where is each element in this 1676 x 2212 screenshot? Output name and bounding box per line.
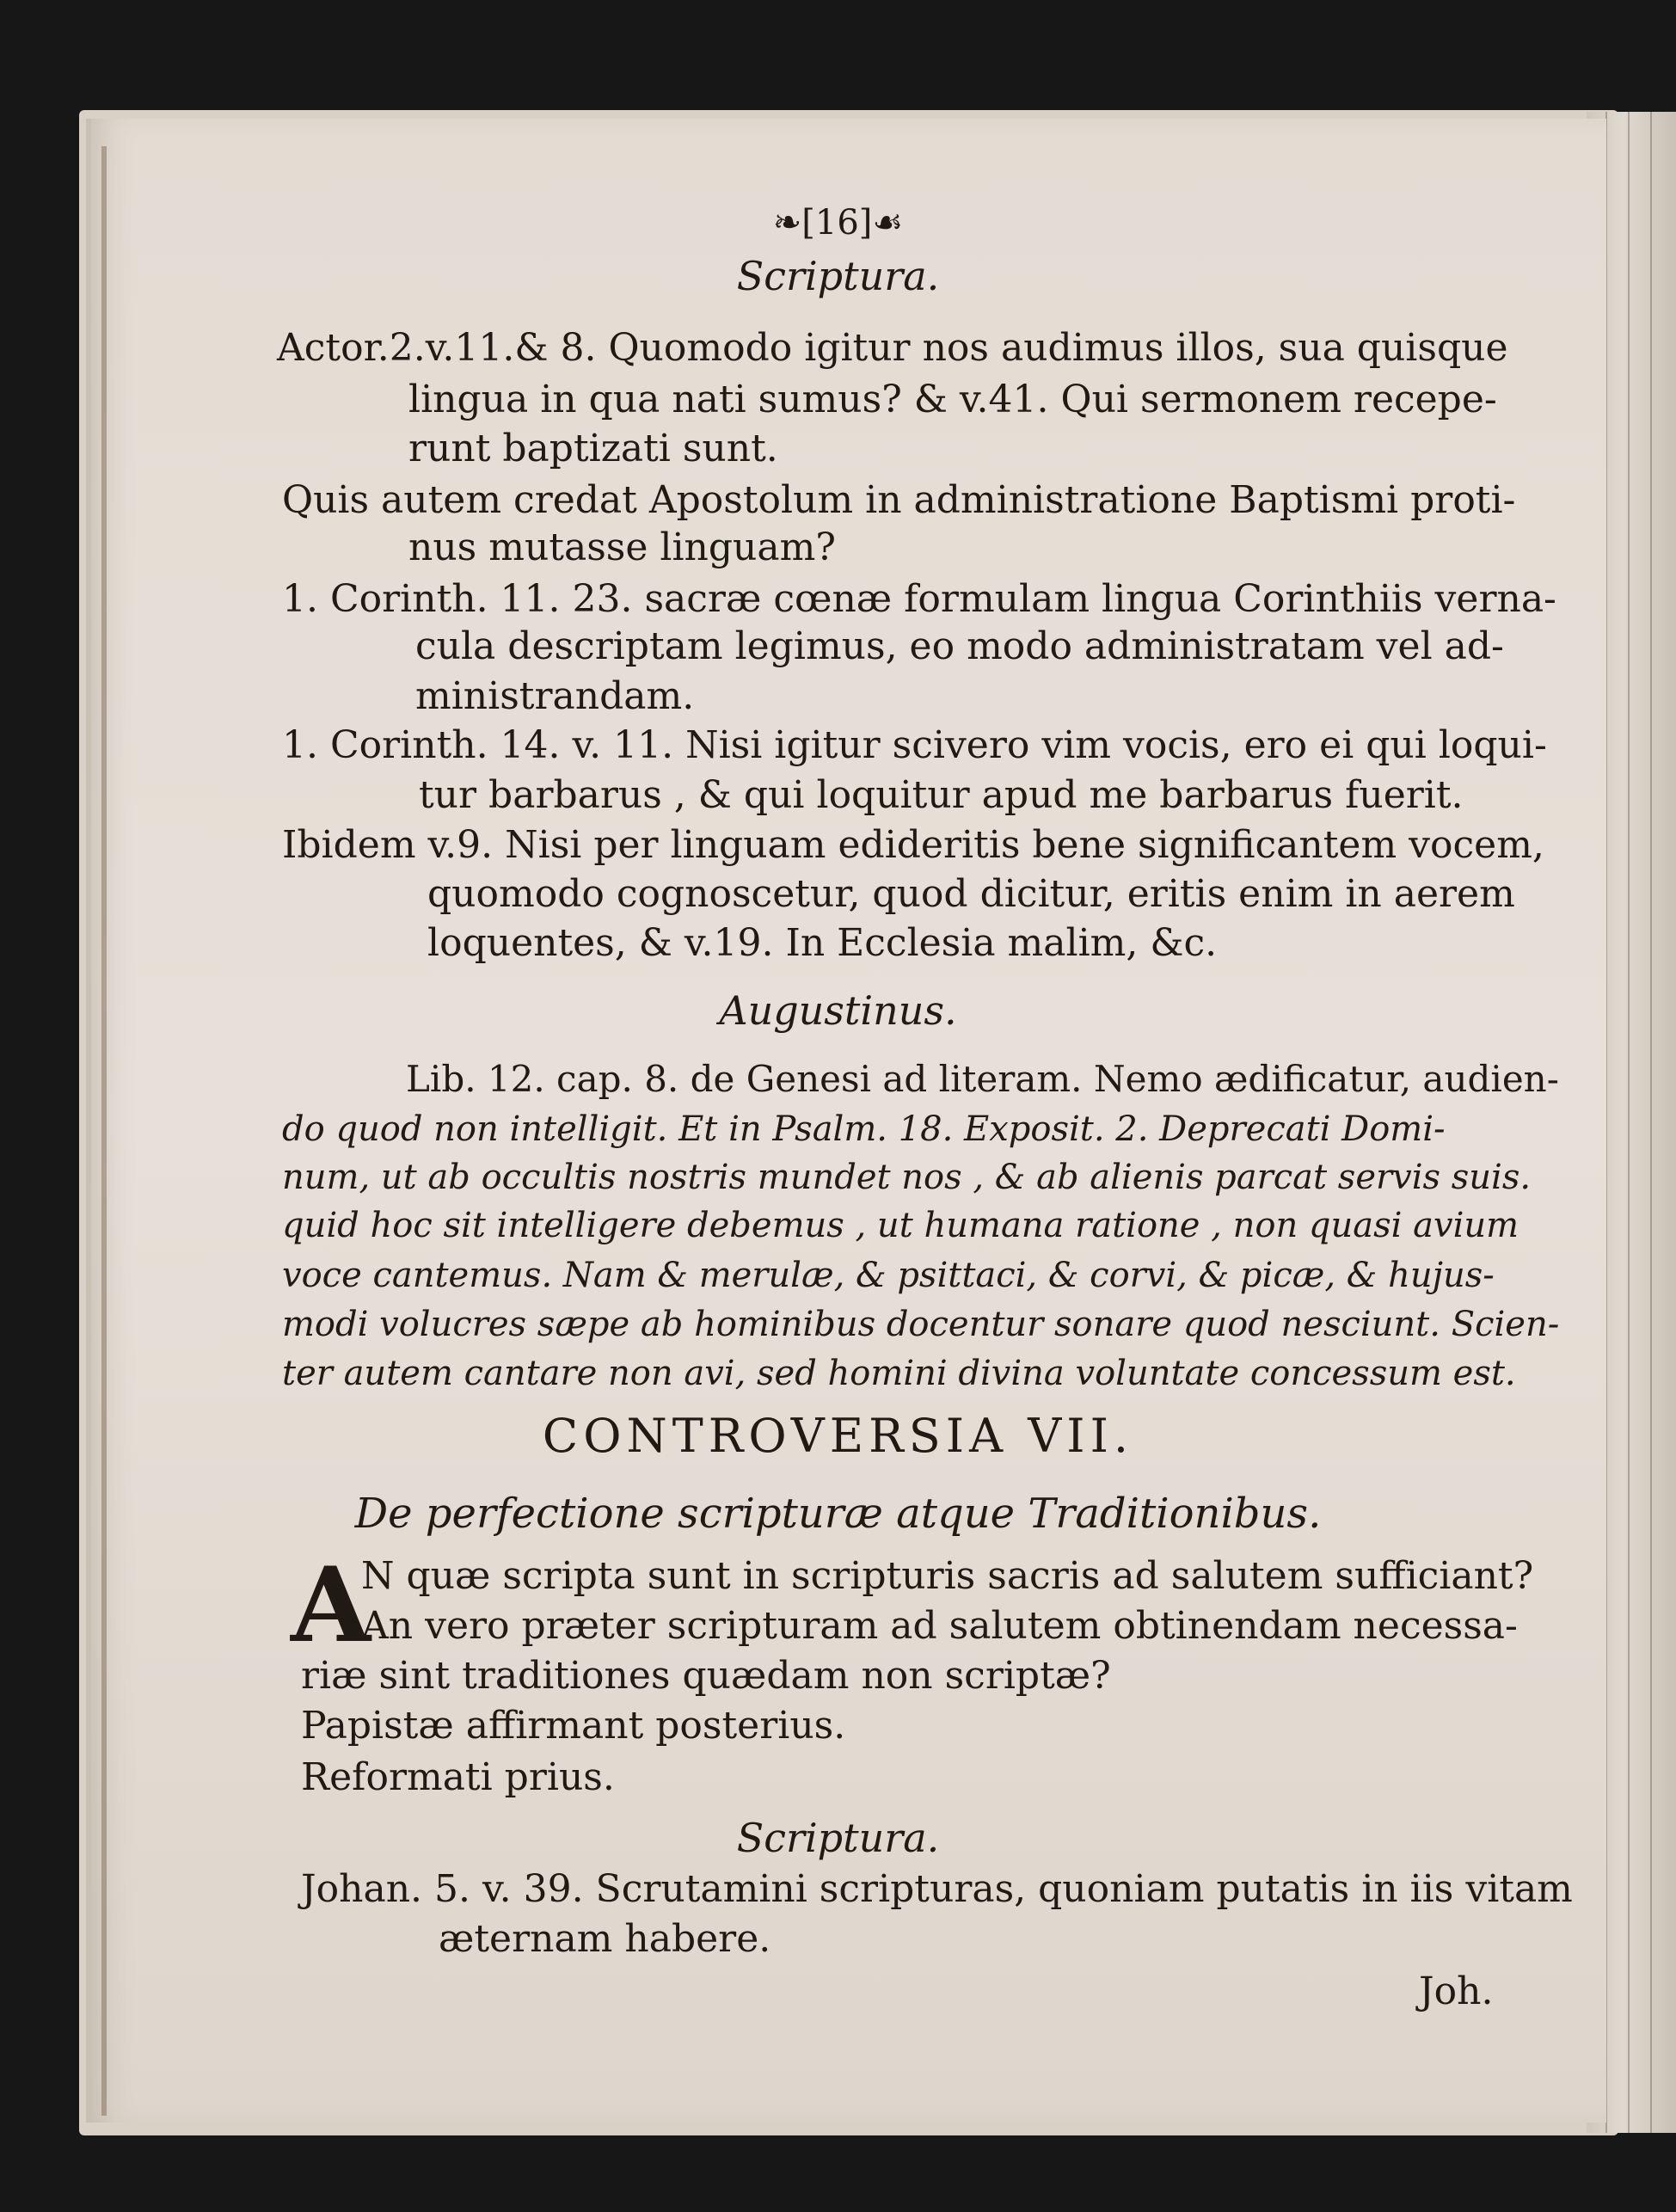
page-number-ornament	[0, 201, 1676, 244]
text-line: loquentes, & v.19. In Ecclesia malim, &c.	[427, 921, 1218, 965]
text-line: riæ sint traditiones quædam non scriptæ?	[301, 1654, 1111, 1698]
heading-scriptura: Scriptura.	[736, 253, 940, 299]
text-line: quid hoc sit intelligere debemus , ut humana ratione , non quasi avium	[282, 1206, 1519, 1245]
text-line: Actor.2.v.11.& 8. Quomodo igitur nos audimus illos, sua quisque	[277, 326, 1508, 370]
text-line: Lib. 12. cap. 8. de Genesi ad literam. Nemo ædificatur, audien-	[406, 1058, 1559, 1100]
text-line: lingua in qua nati sumus? & v.41. Qui sermonem recepe-	[408, 378, 1497, 421]
text-line: An vero præter scripturam ad salutem obtinendam necessa-	[361, 1604, 1518, 1648]
text-line: Reformati prius.	[301, 1755, 615, 1799]
text-line: ter autem cantare non avi, sed homini divina voluntate concessum est.	[282, 1354, 1516, 1393]
text-line: ministrandam.	[415, 674, 695, 718]
text-line: modi volucres sæpe ab hominibus docentur sonare quod nesciunt. Scien-	[282, 1305, 1560, 1344]
text-line: cula descriptam legimus, eo modo administratam vel ad-	[415, 624, 1504, 668]
ornament-right-icon: ☙	[872, 203, 904, 243]
text-line: Ibidem v.9. Nisi per linguam edideritis bene significantem vocem,	[282, 823, 1544, 867]
text-line: do quod non intelligit. Et in Psalm. 18. Exposit. 2. Deprecati Domi-	[282, 1109, 1446, 1149]
text-line: 1. Corinth. 14. v. 11. Nisi igitur scivero vim vocis, ero ei qui loqui-	[282, 723, 1547, 767]
text-line: nus mutasse linguam?	[408, 525, 836, 569]
text-line: 1. Corinth. 11. 23. sacræ cœnæ formulam lingua Corinthiis verna-	[282, 577, 1556, 621]
text-line: æternam habere.	[439, 1917, 771, 1961]
text-line: num, ut ab occultis nostris mundet nos , & ab alienis parcat servis suis.	[282, 1158, 1532, 1197]
catchword: Joh.	[1419, 1969, 1494, 2013]
subtitle: De perfectione scripturæ atque Traditionibus.	[354, 1490, 1322, 1538]
text-line: Johan. 5. v. 39. Scrutamini scripturas, quoniam putatis in iis vitam	[301, 1867, 1573, 1911]
heading-augustinus: Augustinus.	[719, 987, 957, 1034]
controversia-title: CONTROVERSIA VII.	[542, 1409, 1134, 1463]
text-line: Quis autem credat Apostolum in administratione Baptismi proti-	[282, 478, 1516, 522]
text-line: runt baptizati sunt.	[408, 427, 778, 470]
text-line: N quæ scripta sunt in scripturis sacris ad salutem sufficiant?	[361, 1554, 1534, 1598]
ornament-left-icon: ❧	[772, 203, 802, 243]
page-number: [16]	[801, 203, 873, 243]
text-line: tur barbarus , & qui loquitur apud me barbarus fuerit.	[419, 773, 1464, 817]
text-line: Papistæ affirmant posterius.	[301, 1704, 846, 1748]
drop-cap: A	[291, 1545, 371, 1666]
text-line: quomodo cognoscetur, quod dicitur, eritis enim in aerem	[427, 872, 1515, 916]
text-line: voce cantemus. Nam & merulæ, & psittaci, & corvi, & picæ, & hujus-	[282, 1256, 1495, 1295]
heading-scriptura-2: Scriptura.	[736, 1815, 940, 1861]
